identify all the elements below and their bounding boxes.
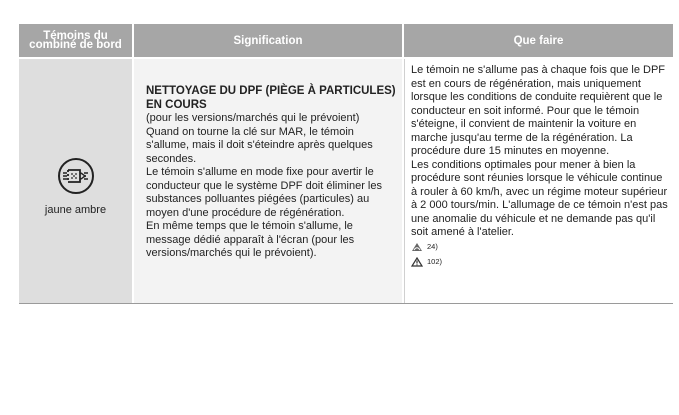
- meaning-cell: [134, 59, 402, 303]
- table-row: [19, 57, 673, 304]
- meaning-title: NETTOYAGE DU DPF (PIÈGE À PARTICULES) EN COURS: [146, 85, 396, 111]
- dpf-icon: [55, 155, 97, 197]
- header-meaning: Signification: [134, 24, 402, 57]
- meaning-p2: Quand on tourne la clé sur MAR, le témoin s'allume, mais il doit s'éteindre après quelques secondes.: [146, 125, 373, 165]
- reference-1: 24): [427, 242, 438, 252]
- meaning-p1: (pour les versions/marchés qui le prévoient): [146, 112, 360, 124]
- reference-environment: [411, 240, 669, 255]
- action-cell: [404, 59, 673, 303]
- header-action: Que faire: [404, 24, 673, 57]
- header-indicator: Témoins du combiné de bord: [19, 24, 132, 57]
- environment-icon: [411, 242, 423, 252]
- table-header: [19, 24, 673, 57]
- reference-warning: [411, 255, 669, 270]
- action-p2: Les conditions optimales pour mener à bien la procédure sont réunies lorsque le véhicule continue à rouler à 60 km/h, avec un régime moteur supérieur à 2 000 tours/min. L'allumage de ce témoin n'est pas une anomalie du véhicule et ne demande pas qu'il soit amené à l'atelier.: [411, 158, 668, 238]
- info-table: [19, 24, 673, 304]
- indicator-color-label: jaune ambre: [44, 204, 107, 216]
- meaning-p4: En même temps que le témoin s'allume, le message dédié apparaît à l'écran (pour les versions/marchés qui le prévoient).: [146, 220, 355, 259]
- action-p1: Le témoin ne s'allume pas à chaque fois que le DPF est en cours de régénération, mais uniquement lorsque les conditions de conduite requièrent que le conducteur en soit informé. Pour que le témoin s'éteigne, il convient de maintenir la voiture en marche jusqu'au terme de la régénération. La procédure dure 15 minutes en moyenne.: [411, 64, 666, 157]
- reference-2: 102): [427, 257, 443, 267]
- warning-icon: [411, 257, 423, 267]
- meaning-p3: Le témoin s'allume en mode fixe pour avertir le conducteur que le système DPF doit éliminer les substances polluantes piégées (particules) au moyen d'une procédure de régénération.: [146, 166, 382, 219]
- indicator-cell: [19, 59, 132, 303]
